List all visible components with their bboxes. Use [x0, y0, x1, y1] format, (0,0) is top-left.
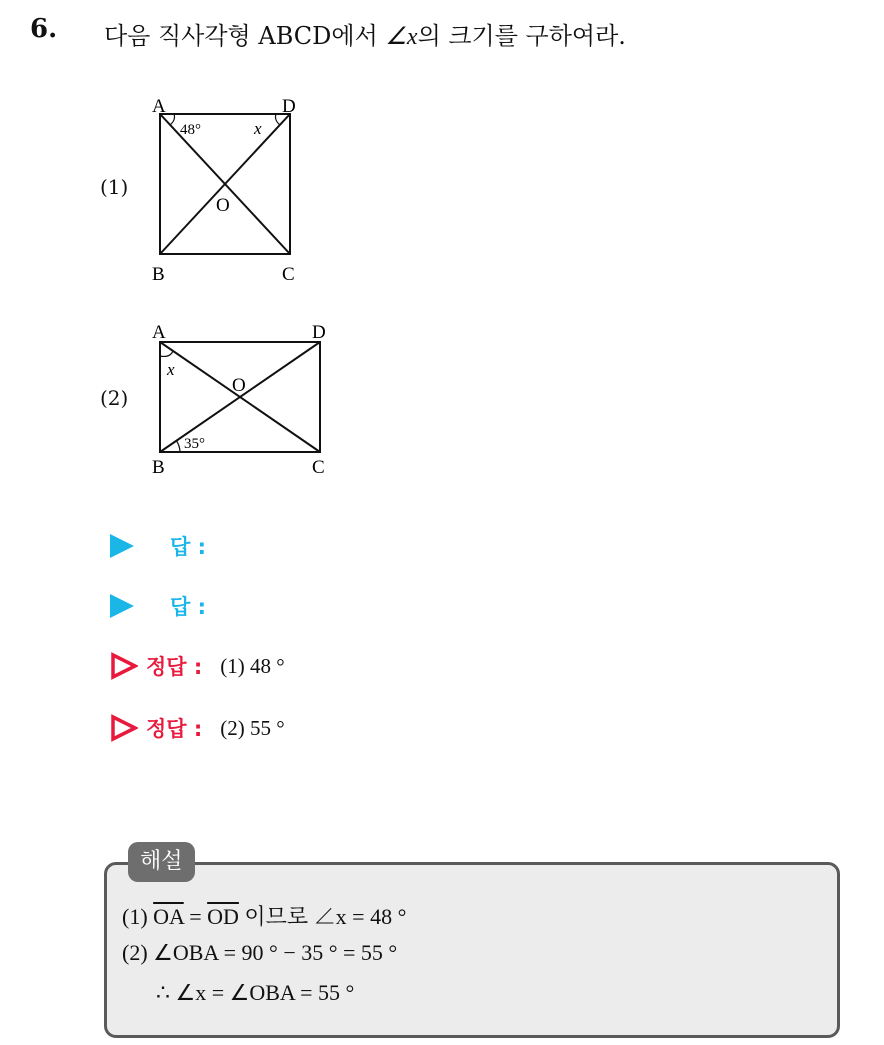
question-text — [104, 16, 626, 51]
figure-2-rectangle — [140, 318, 360, 483]
segment-oa: $\overline{OA}$ — [153, 904, 184, 929]
correct-answer-value: (2) 55 ° — [220, 715, 285, 740]
line1-prefix: (1) — [122, 904, 154, 929]
fig1-angle-x: x — [254, 119, 262, 138]
question-text-suffix: 의 크기를 구하여라. — [417, 22, 626, 50]
fig2-vertex-a: A — [152, 322, 166, 343]
fig1-vertex-a: A — [152, 96, 166, 117]
fig2-angle-x: x — [167, 360, 175, 379]
equals-sign: = — [183, 904, 208, 929]
fig2-angle-35: 35° — [184, 436, 205, 452]
answer-label: 답 : — [170, 535, 206, 559]
fig2-vertex-c: C — [312, 457, 325, 478]
play-icon — [110, 594, 134, 618]
correct-answer-label: 정답 : — [146, 655, 203, 679]
figure-1-label: (1) — [100, 175, 129, 199]
explanation-line-1 — [122, 900, 406, 931]
explanation-line-3: ∴ ∠x = ∠OBA = 55 ° — [156, 980, 355, 1005]
correct-answer-row-2 — [110, 712, 285, 744]
answer-label: 답 : — [170, 595, 206, 619]
fig2-vertex-d: D — [312, 322, 326, 343]
correct-answer-row-1 — [110, 650, 285, 682]
explanation-line-2: (2) ∠OBA = 90 ° − 35 ° = 55 ° — [122, 940, 398, 965]
explanation-title: 해설 — [128, 842, 195, 882]
question-number: 6. — [30, 14, 58, 44]
outline-play-icon — [110, 714, 138, 742]
play-icon — [110, 534, 134, 558]
fig2-center-o: O — [232, 375, 246, 396]
question-text-prefix: 다음 직사각형 ABCD에서 — [104, 22, 386, 50]
correct-answer-label: 정답 : — [146, 717, 203, 741]
figure-1-rectangle — [140, 90, 320, 290]
fig2-vertex-b: B — [152, 457, 165, 478]
answer-row-2[interactable] — [110, 590, 206, 622]
correct-answer-value: (1) 48 ° — [220, 653, 285, 678]
figure-2-label: (2) — [100, 386, 129, 410]
segment-od: $\overline{OD}$ — [207, 904, 239, 929]
fig1-angle-48: 48° — [180, 122, 201, 138]
fig1-vertex-c: C — [282, 264, 295, 285]
angle-x: ∠x — [385, 24, 418, 50]
outline-play-icon — [110, 652, 138, 680]
answer-row-1[interactable] — [110, 530, 206, 562]
fig1-center-o: O — [216, 195, 230, 216]
fig1-vertex-b: B — [152, 264, 165, 285]
fig1-vertex-d: D — [282, 96, 296, 117]
line1-suffix: 이므로 ∠x = 48 ° — [238, 904, 407, 929]
